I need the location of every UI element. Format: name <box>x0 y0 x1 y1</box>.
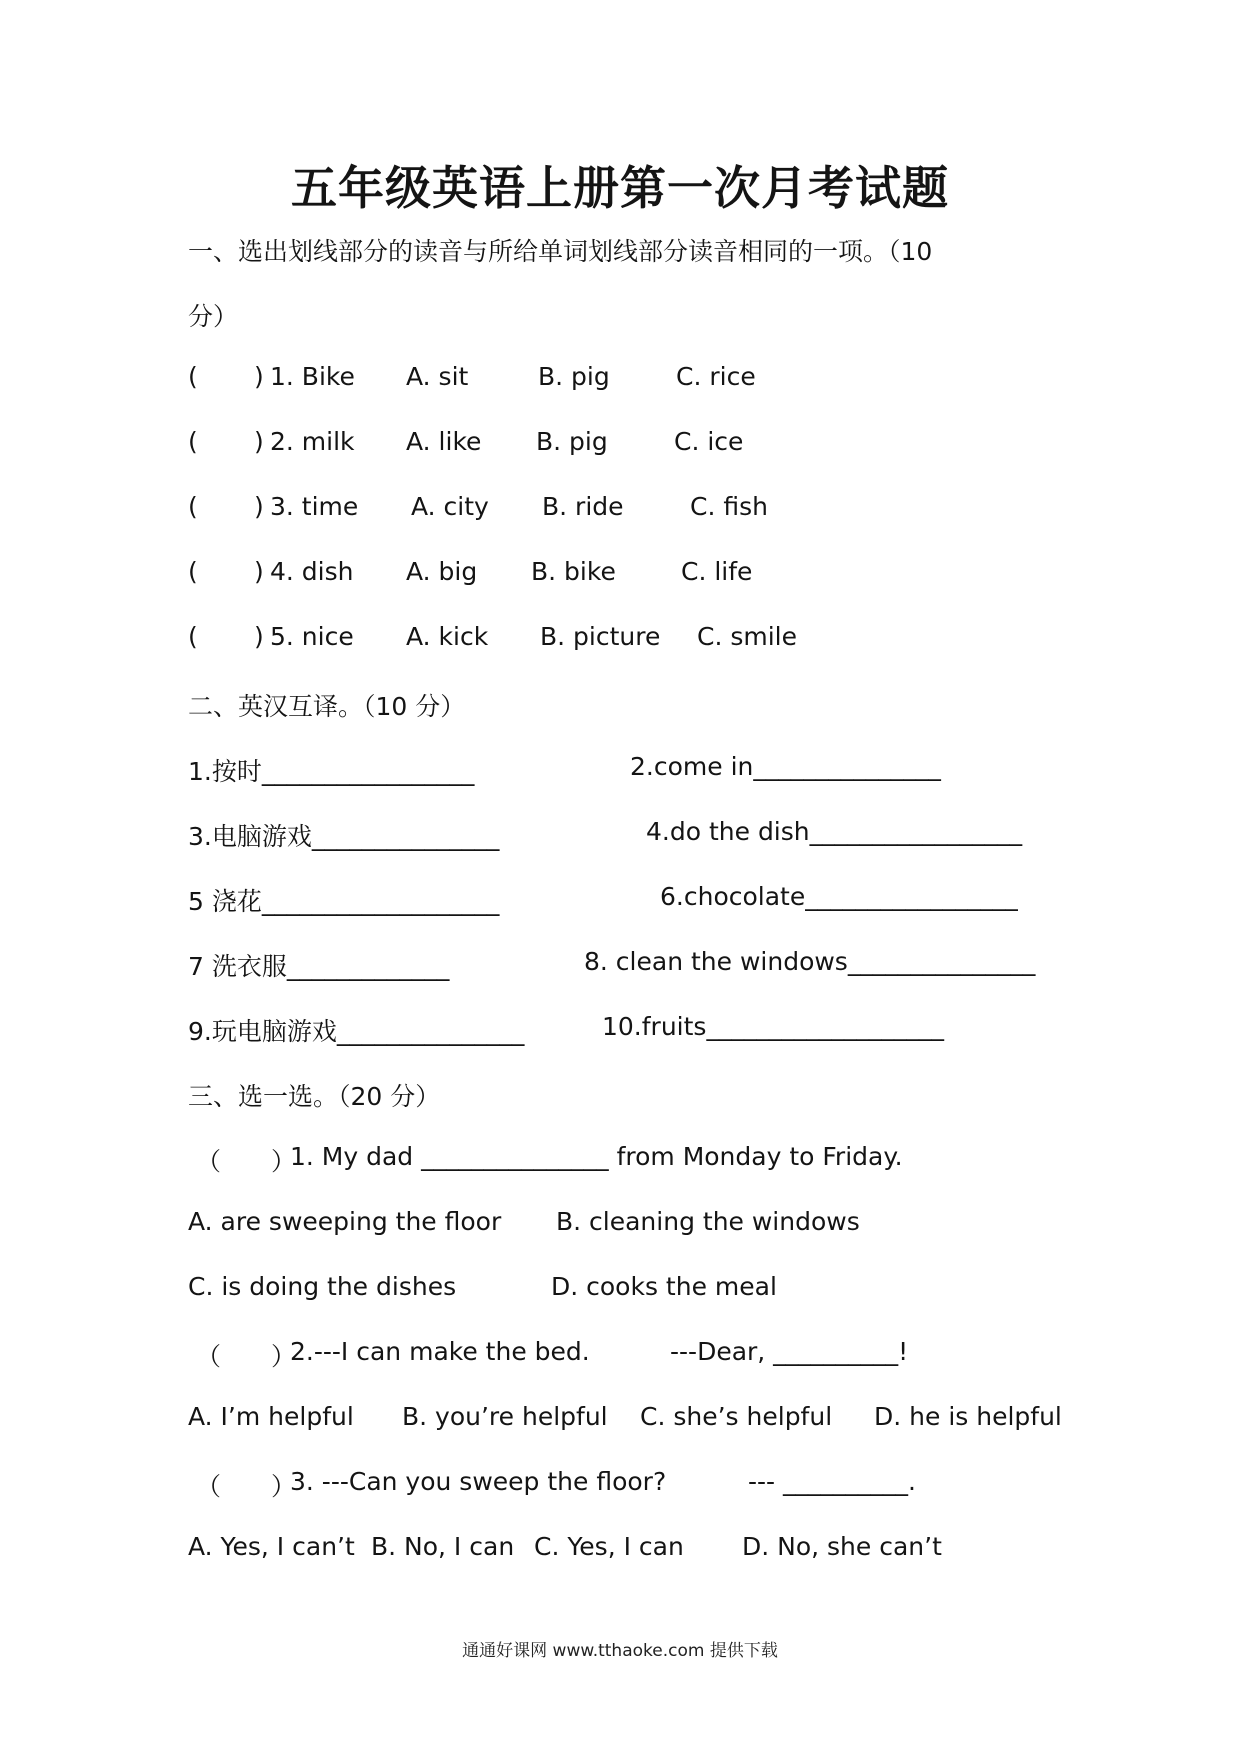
q2-paren: （ ） <box>196 1342 297 1371</box>
section1-heading-cont: 分） <box>188 302 239 331</box>
q2-text: 2.---I can make the bed. <box>290 1337 590 1366</box>
translate-item-7: 7 洗衣服_____________ <box>188 952 450 981</box>
q1-option-d: D. cooks the meal <box>551 1272 777 1301</box>
translate-item-10: 10.fruits___________________ <box>602 1012 944 1041</box>
q1-text: 1. My dad _______________ from Monday to Friday. <box>290 1142 903 1171</box>
section2-heading: 二、英汉互译。（10 分） <box>188 692 466 721</box>
q3-option-a: A. Yes, I can’t <box>188 1532 355 1561</box>
q1-option-b: B. cleaning the windows <box>556 1207 860 1236</box>
page-footer: 通通好课网 www.tthaoke.com 提供下载 <box>462 1641 778 1661</box>
translate-item-1: 1.按时_________________ <box>188 757 475 786</box>
translate-item-5: 5 浇花___________________ <box>188 887 500 916</box>
q1-option-a: A. are sweeping the floor <box>188 1207 502 1236</box>
translate-item-9: 9.玩电脑游戏_______________ <box>188 1017 525 1046</box>
q3-option-b: B. No, I can <box>371 1532 515 1561</box>
q3-paren: （ ） <box>196 1472 297 1501</box>
page-title: 五年级英语上册第一次月考试题 <box>291 161 949 215</box>
q2-option-d: D. he is helpful <box>874 1402 1062 1431</box>
q3-reply: --- __________. <box>748 1467 916 1496</box>
q2-option-c: C. she’s helpful <box>640 1402 833 1431</box>
translate-item-2: 2.come in_______________ <box>630 752 941 781</box>
q2-reply: ---Dear, __________! <box>670 1337 909 1366</box>
q3-option-d: D. No, she can’t <box>742 1532 942 1561</box>
section3-heading: 三、选一选。（20 分） <box>188 1082 441 1111</box>
q3-text: 3. ---Can you sweep the floor? <box>290 1467 667 1496</box>
q3-option-c: C. Yes, I can <box>534 1532 684 1561</box>
translate-item-8: 8. clean the windows_______________ <box>584 947 1036 976</box>
q1-option-c: C. is doing the dishes <box>188 1272 457 1301</box>
q2-option-a: A. I’m helpful <box>188 1402 354 1431</box>
translate-item-3: 3.电脑游戏_______________ <box>188 822 500 851</box>
q1-paren: （ ） <box>196 1147 297 1176</box>
section1-heading: 一、选出划线部分的读音与所给单词划线部分读音相同的一项。（10 <box>188 237 933 266</box>
q2-option-b: B. you’re helpful <box>402 1402 608 1431</box>
translate-item-6: 6.chocolate_________________ <box>660 882 1018 911</box>
translate-item-4: 4.do the dish_________________ <box>646 817 1023 846</box>
